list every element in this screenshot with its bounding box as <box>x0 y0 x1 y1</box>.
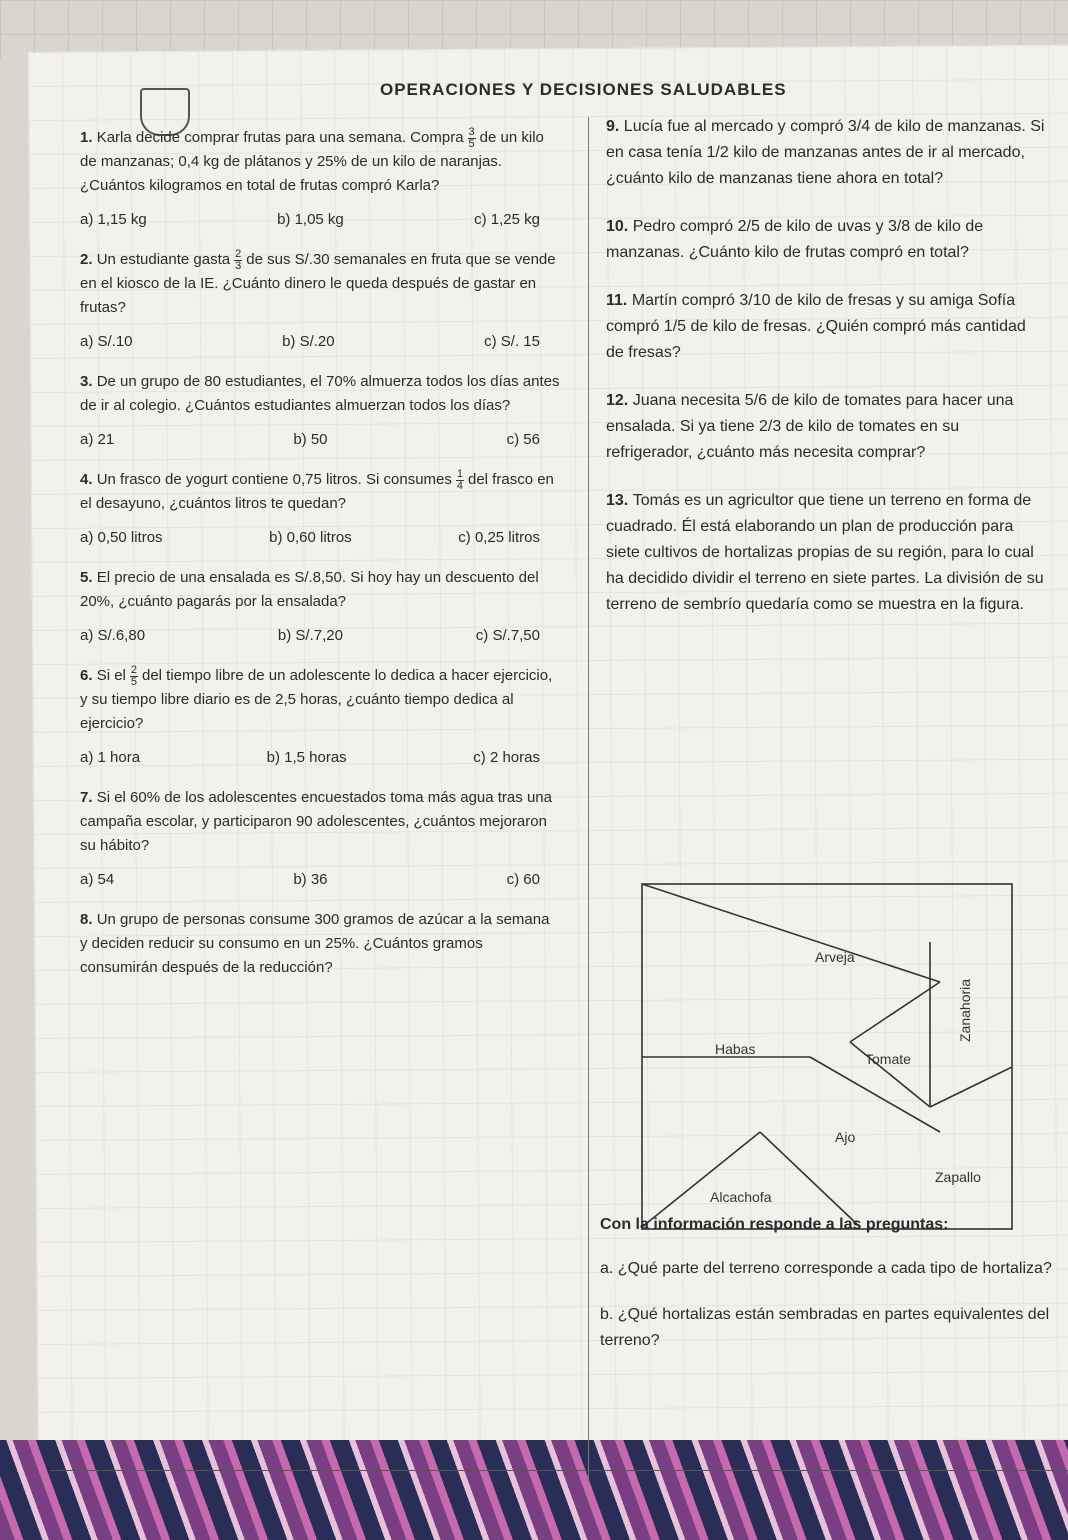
answer-option: a) S/.10 <box>80 333 133 350</box>
answer-options <box>80 746 560 770</box>
question-3 <box>80 370 560 452</box>
answer-option: c) 2 horas <box>473 749 540 766</box>
fraction: $\frac{2}{5}$ <box>130 663 137 688</box>
instructions-block <box>600 1212 1068 1354</box>
answer-options <box>80 428 560 452</box>
question-6 <box>80 664 560 770</box>
worksheet <box>50 62 1068 1432</box>
question-4 <box>80 468 560 550</box>
question-number: 6. <box>80 667 97 684</box>
answer-option: c) S/. 15 <box>484 333 540 350</box>
answer-option: b) S/.20 <box>282 333 335 350</box>
question-number: 2. <box>80 251 97 268</box>
label-arveja: Arveja <box>815 949 855 965</box>
question-number: 8. <box>80 911 97 928</box>
fraction: $\frac{1}{4}$ <box>456 467 463 492</box>
question-text: 8. Un grupo de personas consume 300 gramos de azúcar a la semana y deciden reducir su consumo en un 25%. ¿Cuántos gramos consumirán después de la reducción? <box>80 911 550 976</box>
answer-option: a) 1 hora <box>80 749 141 766</box>
question-number: 5. <box>80 569 97 586</box>
answer-option: b) 1,5 horas <box>266 749 347 766</box>
question-13: 13. Tomás es un agricultor que tiene un terreno en forma de cuadrado. Él está elaborando un plan de producción para siete cultivos de hortalizas propias de su región, para lo cual ha decidido dividir el terreno en siete partes. La división de su terreno de sembrío quedaría como se muestra en la figura. <box>606 492 1044 613</box>
answer-option: c) 1,25 kg <box>474 211 540 228</box>
question-8 <box>80 908 560 980</box>
bottom-rule <box>50 1470 1068 1471</box>
answer-options <box>80 526 560 550</box>
question-text: 2. Un estudiante gasta $\frac{2}{3}$ de sus S/.30 semanales en fruta que se vende en el kiosco de la IE. ¿Cuánto dinero le queda después de gastar en frutas? <box>80 247 556 316</box>
right-column <box>606 114 1046 618</box>
question-number: 13. <box>606 492 633 509</box>
answer-option: a) 21 <box>80 431 115 448</box>
answer-options <box>80 868 560 892</box>
question-number: 10. <box>606 218 633 235</box>
instruction-text: Con la información responde a las preguntas: <box>600 1216 949 1233</box>
question-number: 4. <box>80 471 97 488</box>
question-text: 1. Karla decide comprar frutas para una semana. Compra $\frac{3}{5}$ de un kilo de manzanas; 0,4 kg de plátanos y 25% de un kilo de naranjas. ¿Cuántos kilogramos en total de frutas compró Karla? <box>80 125 544 194</box>
answer-option: b) S/.7,20 <box>277 627 343 644</box>
label-ajo: Ajo <box>835 1129 856 1145</box>
question-7 <box>80 786 560 892</box>
question-a: a. ¿Qué parte del terreno corresponde a cada tipo de hortaliza? <box>600 1260 1052 1277</box>
fraction: $\frac{2}{3}$ <box>235 247 242 272</box>
fabric-background <box>0 1440 1068 1540</box>
question-text: 6. Si el $\frac{2}{5}$ del tiempo libre de un adolescente lo dedica a hacer ejercicio, y su tiempo libre diario es de 2,5 horas, ¿cuánto tiempo dedica al ejercicio? <box>80 663 553 732</box>
answer-options <box>80 330 560 354</box>
answer-option: c) 0,25 litros <box>458 529 540 546</box>
question-number: 11. <box>606 292 632 309</box>
terrain-figure <box>640 882 1032 1232</box>
answer-option: a) 54 <box>80 871 115 888</box>
label-habas: Habas <box>715 1041 756 1057</box>
question-1 <box>80 126 560 232</box>
answer-option: a) 0,50 litros <box>80 529 163 546</box>
answer-options <box>80 624 560 648</box>
label-tomate: Tomate <box>865 1051 911 1067</box>
answer-option: b) 1,05 kg <box>277 211 344 228</box>
question-number: 1. <box>80 129 97 146</box>
fraction: $\frac{3}{5}$ <box>468 125 475 150</box>
question-11: 11. Martín compró 3/10 de kilo de fresas y su amiga Sofía compró 1/5 de kilo de fresas. ¿Quién compró más cantidad de fresas? <box>606 292 1026 361</box>
question-5 <box>80 566 560 648</box>
question-text: 7. Si el 60% de los adolescentes encuestados toma más agua tras una campaña escolar, y participaron 90 adolescentes, ¿cuántos mejoraron su hábito? <box>80 789 552 854</box>
question-10: 10. Pedro compró 2/5 de kilo de uvas y 3/8 de kilo de manzanas. ¿Cuánto kilo de frutas compró en total? <box>606 218 984 261</box>
terrain-diagram <box>640 882 1032 1232</box>
question-2 <box>80 248 560 354</box>
label-zanahoria: Zanahoria <box>957 978 973 1042</box>
page-title: OPERACIONES Y DECISIONES SALUDABLES <box>380 80 787 99</box>
answer-option: b) 0,60 litros <box>269 529 352 546</box>
label-alcachofa: Alcachofa <box>710 1189 772 1205</box>
answer-option: c) 56 <box>506 431 540 448</box>
question-text: 3. De un grupo de 80 estudiantes, el 70% almuerza todos los días antes de ir al colegio. ¿Cuántos estudiantes almuerzan todos los días? <box>80 373 560 414</box>
left-column <box>80 126 560 990</box>
question-9: 9. Lucía fue al mercado y compró 3/4 de kilo de manzanas. Si en casa tenía 1/2 kilo de manzanas antes de ir al mercado, ¿cuánto kilo de manzanas tiene ahora en total? <box>606 118 1045 187</box>
label-zapallo: Zapallo <box>935 1169 981 1185</box>
question-text: 5. El precio de una ensalada es S/.8,50. Si hoy hay un descuento del 20%, ¿cuánto pagarás por la ensalada? <box>80 569 539 610</box>
answer-option: c) S/.7,50 <box>475 627 540 644</box>
question-text: 4. Un frasco de yogurt contiene 0,75 litros. Si consumes $\frac{1}{4}$ del frasco en el desayuno, ¿cuántos litros te quedan? <box>80 467 554 512</box>
question-b: b. ¿Qué hortalizas están sembradas en partes equivalentes del terreno? <box>600 1306 1050 1349</box>
answer-option: b) 36 <box>293 871 328 888</box>
answer-option: b) 50 <box>293 431 328 448</box>
answer-option: c) 60 <box>506 871 540 888</box>
answer-options <box>80 208 560 232</box>
question-number: 7. <box>80 789 97 806</box>
column-divider <box>588 117 589 1482</box>
question-number: 12. <box>606 392 633 409</box>
question-12: 12. Juana necesita 5/6 de kilo de tomates para hacer una ensalada. Si ya tiene 2/3 de kilo de tomates en su refrigerador, ¿cuánto más necesita comprar? <box>606 392 1014 461</box>
answer-option: a) S/.6,80 <box>80 627 146 644</box>
question-number: 9. <box>606 118 624 135</box>
answer-option: a) 1,15 kg <box>80 211 147 228</box>
question-number: 3. <box>80 373 97 390</box>
